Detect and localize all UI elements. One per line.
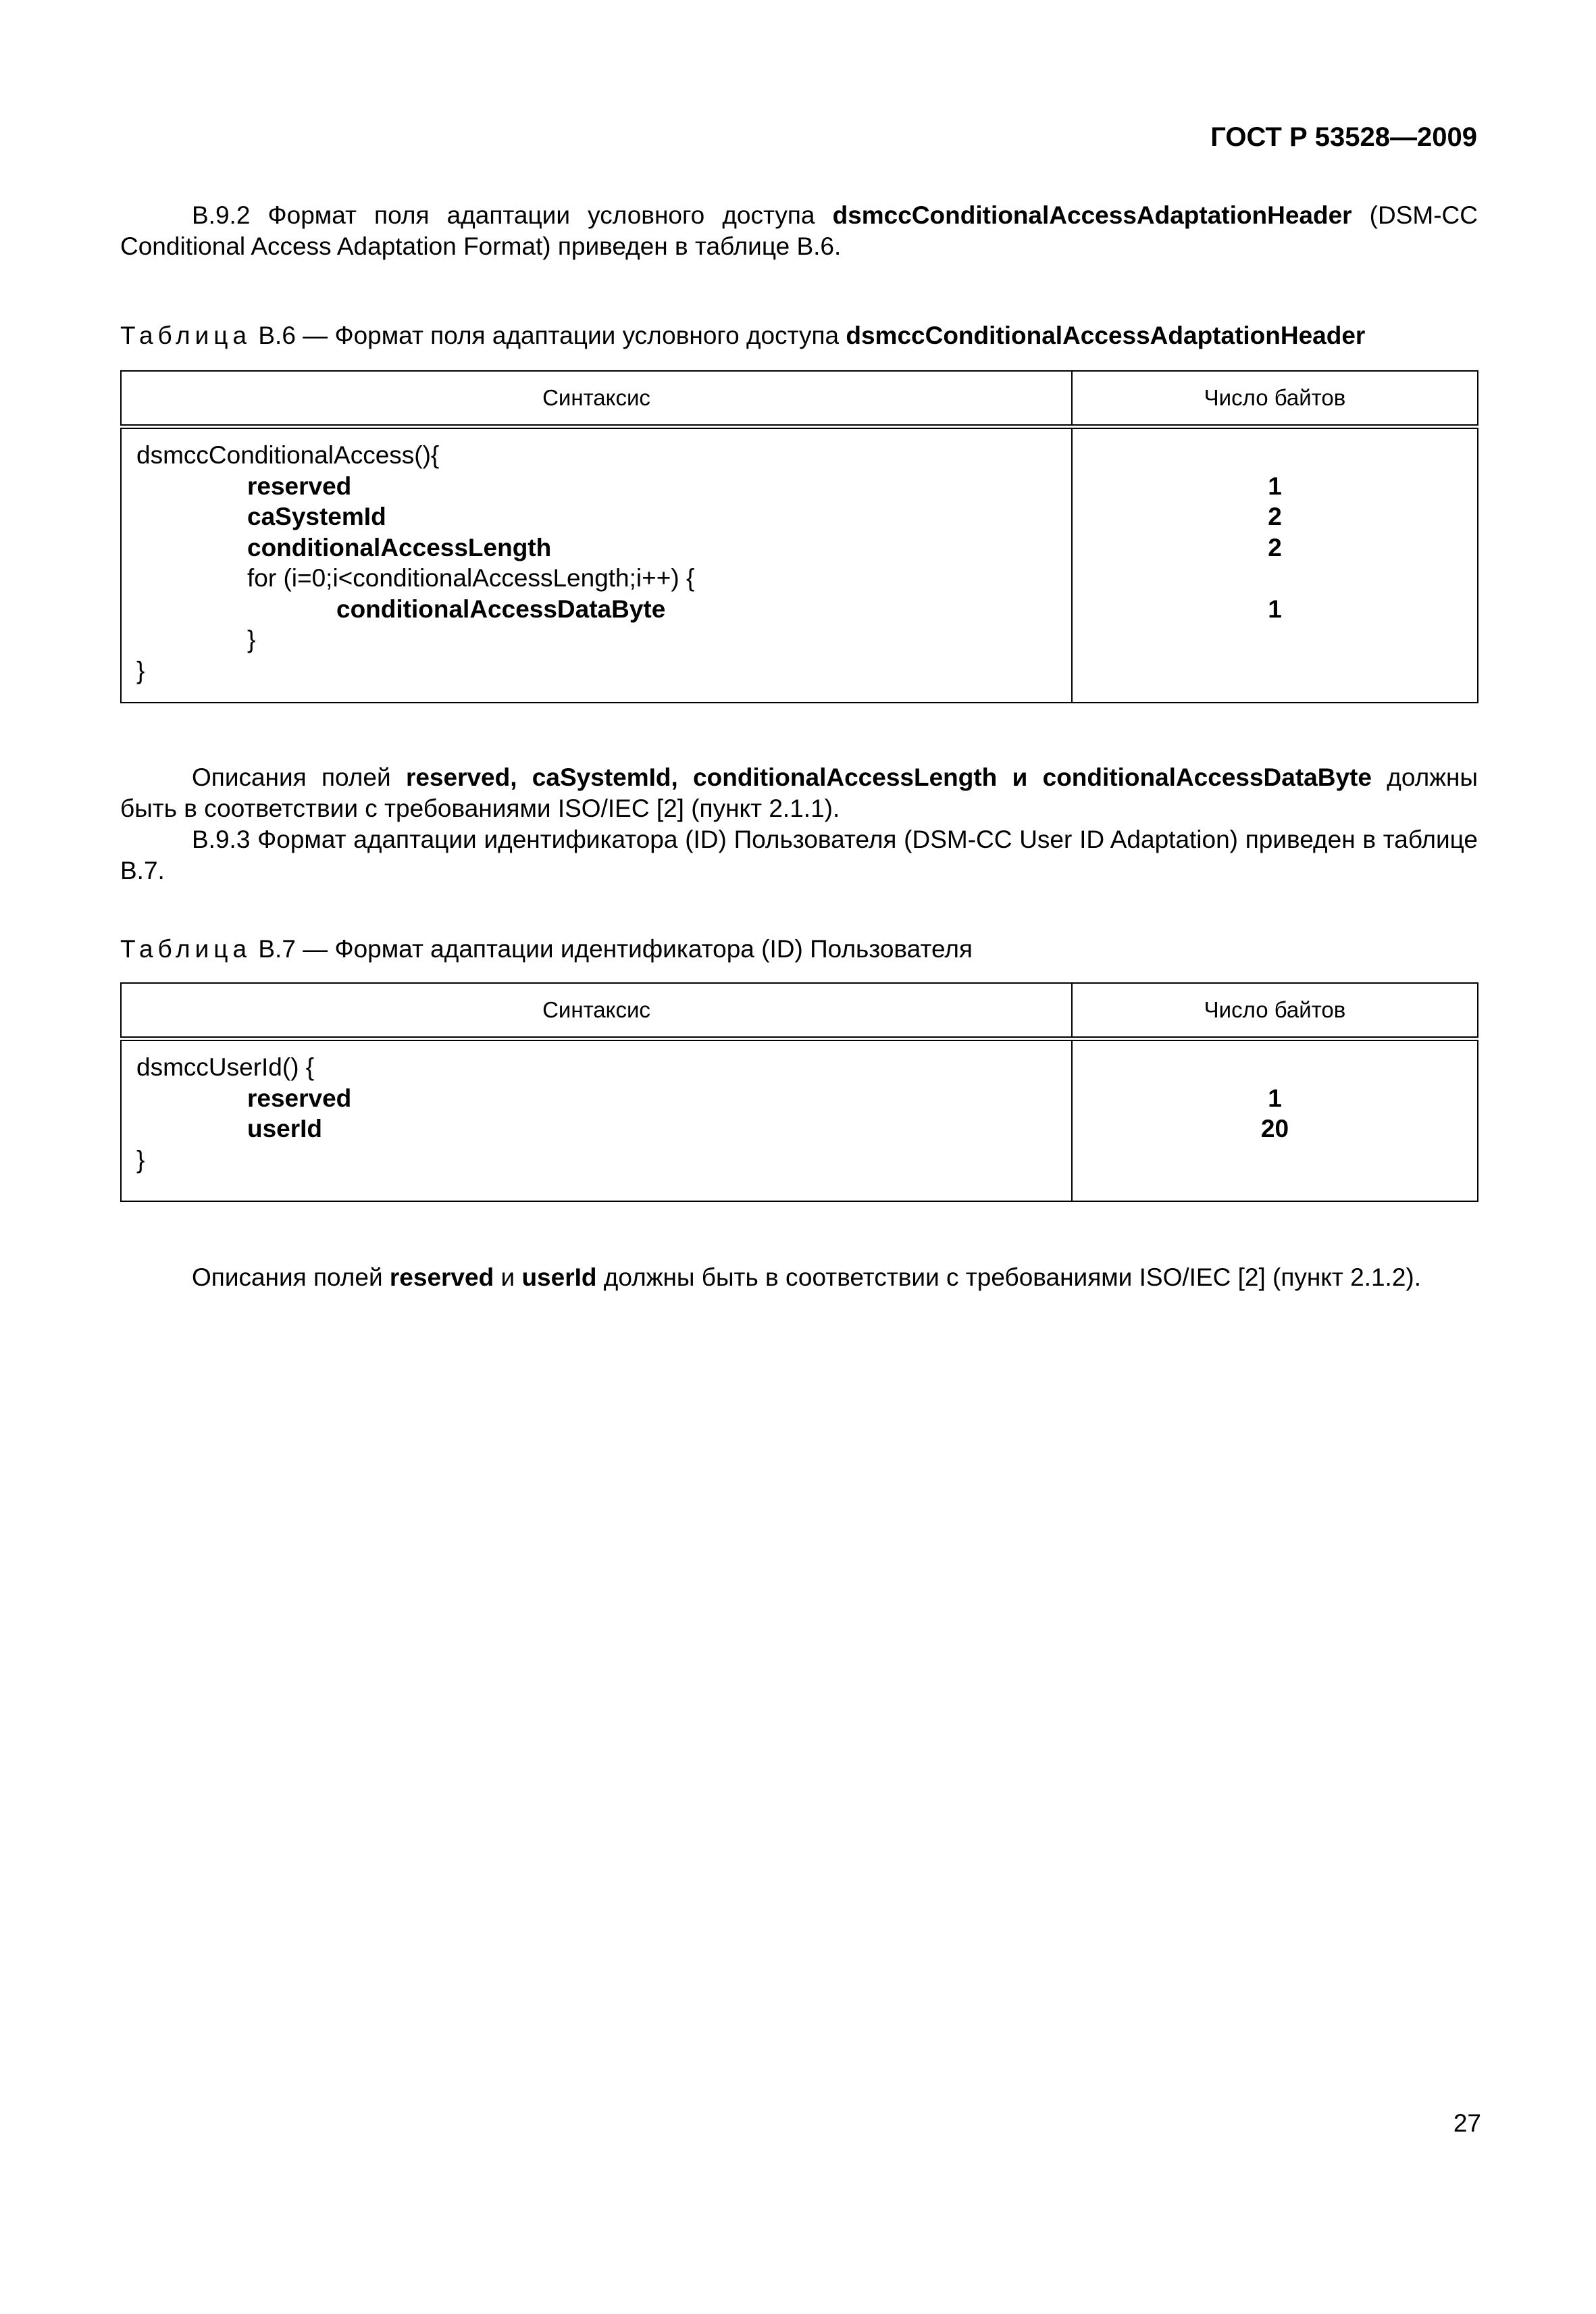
table-b6-caption: Таблица В.6 — Формат поля адаптации условного доступа dsmccConditionalAccessAdaptationHeader xyxy=(120,322,1366,349)
paragraph-b93: В.9.3 Формат адаптации идентификатора (ID) Пользователя (DSM-CC User ID Adaptation) приведен в таблице В.7. xyxy=(120,826,1478,884)
table-b7 xyxy=(120,982,1478,1202)
field-name-bold: dsmccConditionalAccessAdaptationHeader xyxy=(832,201,1352,229)
column-header-syntax: Синтаксис xyxy=(121,371,1072,427)
bytes-value: 2 xyxy=(1268,533,1282,561)
bytes-value xyxy=(1073,655,1477,686)
table-b6 xyxy=(120,370,1478,703)
bytes-value xyxy=(1073,1052,1477,1083)
bytes-value: 2 xyxy=(1268,503,1282,530)
syntax-line: reserved xyxy=(247,1084,352,1112)
syntax-line: dsmccConditionalAccess(){ xyxy=(136,441,440,469)
paragraph-fields-b7: Описания полей reserved и userId должны быть в соответствии с требованиями ISO/IEC [2] (пункт 2.1.2). xyxy=(192,1263,1422,1291)
bytes-value xyxy=(1073,563,1477,594)
bytes-value: 20 xyxy=(1260,1115,1289,1142)
bytes-cell xyxy=(1072,427,1478,703)
syntax-line: } xyxy=(136,656,145,684)
table-b7-caption: Таблица В.7 — Формат адаптации идентификатора (ID) Пользователя xyxy=(120,935,973,963)
document-header: ГОСТ Р 53528—2009 xyxy=(1210,122,1477,152)
syntax-line: caSystemId xyxy=(247,503,386,530)
syntax-cell xyxy=(121,427,1072,703)
syntax-line: } xyxy=(136,1145,145,1174)
syntax-cell xyxy=(121,1039,1072,1201)
syntax-line: reserved xyxy=(247,472,352,500)
syntax-line: conditionalAccessDataByte xyxy=(336,595,666,623)
bytes-value xyxy=(1073,1145,1477,1176)
column-header-bytes: Число байтов xyxy=(1072,983,1478,1039)
bytes-value xyxy=(1073,440,1477,471)
paragraph-b92: В.9.2 Формат поля адаптации условного доступа dsmccConditionalAccessAdaptationHeader (DSM-CC Conditional Access Adaptation Format) приведен в таблице В.6. xyxy=(120,201,1478,260)
page-number: 27 xyxy=(1453,2109,1481,2137)
syntax-line: for (i=0;i<conditionalAccessLength;i++) { xyxy=(247,564,695,592)
syntax-line: } xyxy=(247,626,256,653)
bytes-value: 1 xyxy=(1268,595,1282,623)
bytes-value: 1 xyxy=(1268,1084,1282,1112)
syntax-line: userId xyxy=(247,1115,323,1142)
syntax-line: conditionalAccessLength xyxy=(247,533,552,561)
bytes-cell xyxy=(1072,1039,1478,1201)
bytes-value xyxy=(1073,624,1477,655)
column-header-bytes: Число байтов xyxy=(1072,371,1478,427)
column-header-syntax: Синтаксис xyxy=(121,983,1072,1039)
syntax-line: dsmccUserId() { xyxy=(136,1053,315,1081)
bytes-value: 1 xyxy=(1268,472,1282,500)
paragraph-fields-b6: Описания полей reserved, caSystemId, conditionalAccessLength и conditionalAccessDataByte должны быть в соответствии с требованиями ISO/IEC [2] (пункт 2.1.1). xyxy=(120,763,1478,822)
